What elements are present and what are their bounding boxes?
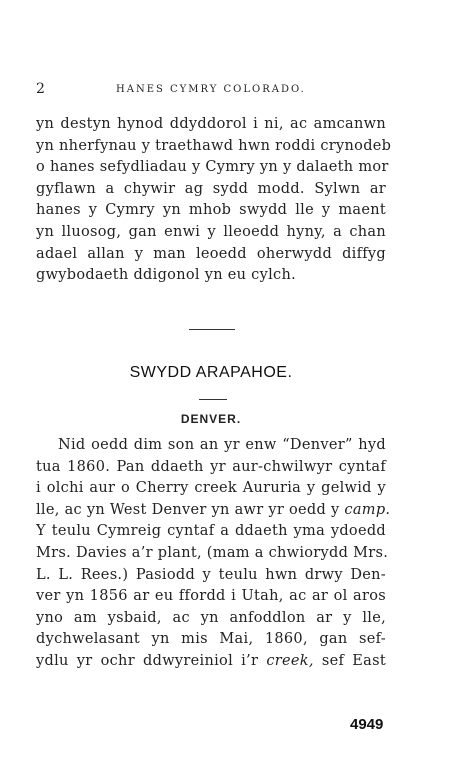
section-title: SWYDD ARAPAHOE.: [129, 364, 293, 381]
catalog-number-stamp: 4949: [350, 716, 384, 733]
body-line: [36, 651, 386, 673]
italic-word: camp.: [344, 501, 391, 518]
running-head: HANES CYMRY COLORADO.: [116, 84, 306, 95]
body-paragraph: [36, 435, 391, 673]
page-number: 2: [36, 81, 46, 97]
intro-paragraph: [36, 114, 392, 287]
intro-line: yn nherfynau y traethawd hwn roddi crynodeb: [36, 137, 392, 154]
body-line: Nid oedd dim son an yr enw “Denver” hyd: [58, 437, 386, 453]
subsection-divider: [199, 399, 227, 400]
intro-line: yn lluosog, gan enwi y lleoedd hyny, a chan: [36, 223, 386, 240]
body-line: Mrs. Davies a’r plant, (mam a chwiorydd Mrs.: [36, 544, 389, 561]
intro-line: adael allan y man leoedd oherwydd diffyg: [36, 245, 386, 262]
intro-line: yn destyn hynod ddyddorol i ni, ac amcanwn: [36, 116, 386, 132]
body-line: Y teulu Cymreig cyntaf a ddaeth yma ydoedd: [36, 523, 386, 540]
body-line: yno am ysbaid, ac yn anfoddlon ar y lle,: [36, 609, 386, 626]
body-line: ver yn 1856 ar eu ffordd i Utah, ac ar ol aros: [36, 588, 386, 605]
section-divider: [189, 329, 235, 330]
intro-line: gwybodaeth ddigonol yn eu cylch.: [36, 267, 296, 284]
body-text: ydlu yr ochr ddwyreiniol i’r: [36, 652, 259, 669]
body-line: tua 1860. Pan ddaeth yr aur-chwilwyr cyntaf: [36, 458, 386, 475]
intro-line: hanes y Cymry yn mhob swydd lle y maent: [36, 202, 386, 219]
intro-line: o hanes sefydliadau y Cymry yn y dalaeth mor: [36, 159, 389, 176]
intro-line: gyflawn a chywir ag sydd modd. Sylwn ar: [36, 180, 386, 197]
body-line: i olchi aur o Cherry creek Aururia y gelwid y: [36, 480, 386, 497]
body-text: sef East: [321, 652, 386, 669]
body-line: L. L. Rees.) Pasiodd y teulu hwn drwy Den-: [36, 566, 386, 583]
section-subtitle: DENVER.: [180, 412, 242, 426]
body-line: dychwelasant yn mis Mai, 1860, gan sef-: [36, 631, 386, 648]
italic-word: creek,: [266, 652, 314, 669]
body-line: [36, 500, 391, 522]
body-text: lle, ac yn West Denver yn awr yr oedd y: [36, 501, 340, 518]
